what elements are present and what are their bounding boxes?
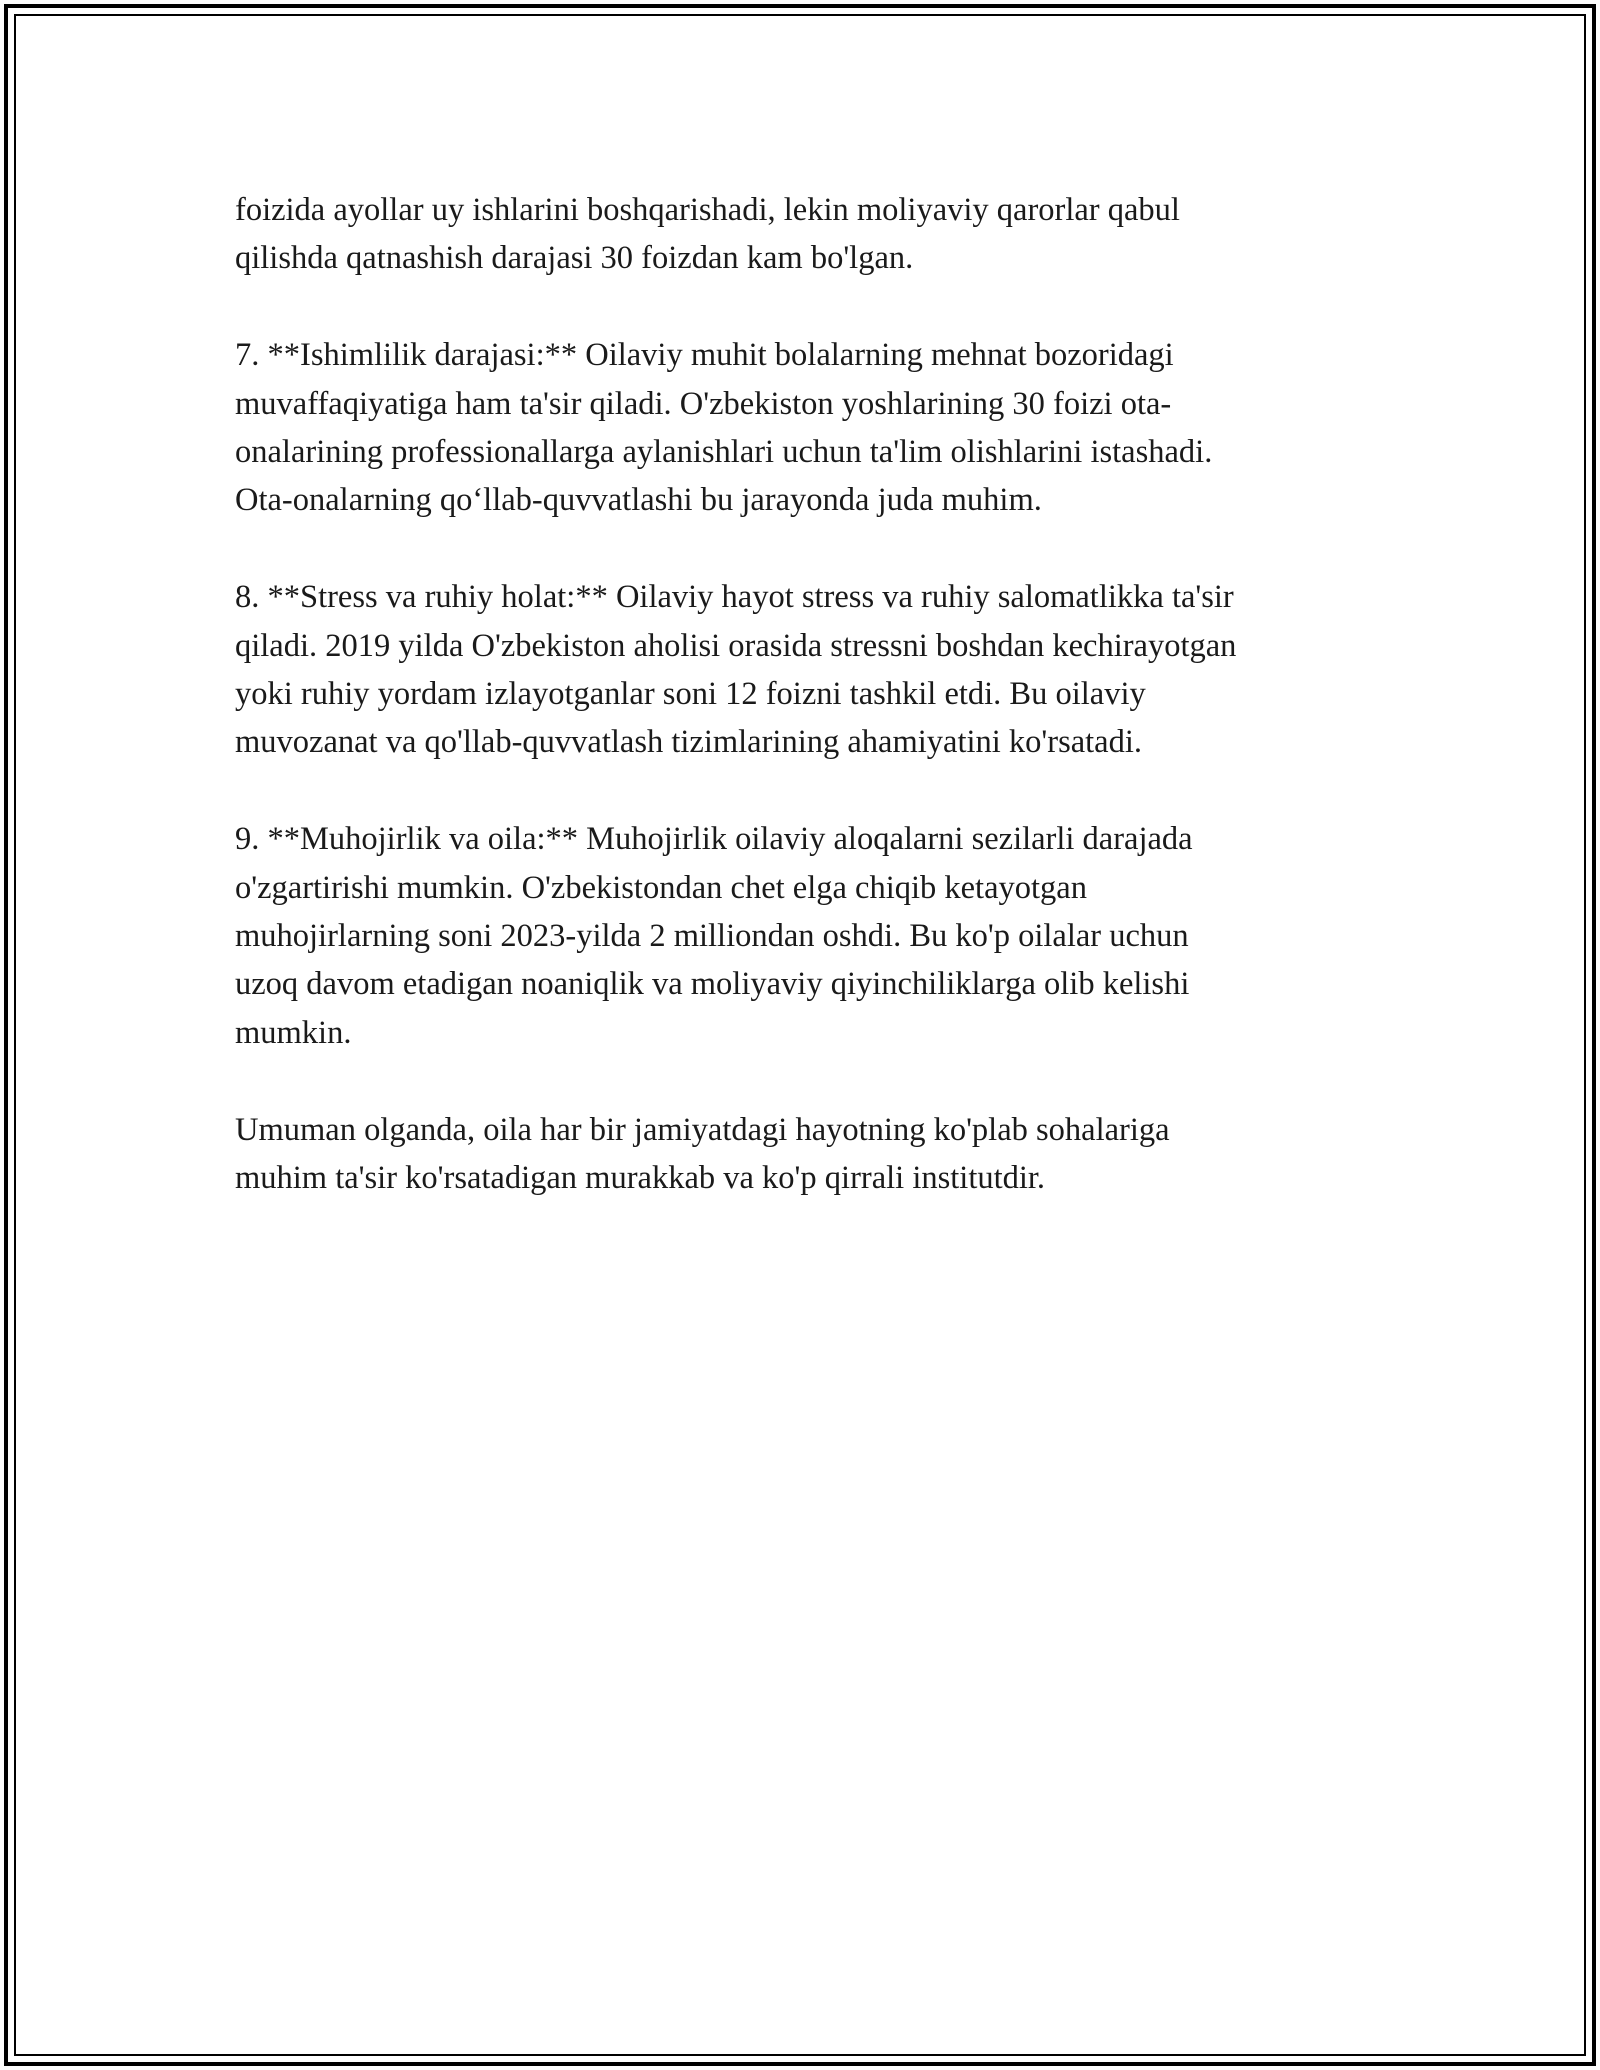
text-line: muvozanat va qo'llab-quvvatlash tizimlarining ahamiyatini ko'rsatadi. — [235, 724, 1143, 761]
text-line: onalarining professionallarga aylanishlari uchun ta'lim olishlarini istashadi. — [235, 434, 1213, 471]
text-line: 7. **Ishimlilik darajasi:** Oilaviy muhit bolalarning mehnat bozoridagi — [235, 337, 1174, 374]
paragraph-item-9 — [235, 815, 1395, 1057]
text-line: Ota-onalarning qo‘llab-quvvatlashi bu jarayonda juda muhim. — [235, 482, 1042, 519]
text-line: muhojirlarning soni 2023-yilda 2 milliondan oshdi. Bu ko'p oilalar uchun — [235, 918, 1189, 955]
text-line: foizida ayollar uy ishlarini boshqarishadi, lekin moliyaviy qarorlar qabul — [235, 192, 1180, 228]
text-line: o'zgartirishi mumkin. O'zbekistondan chet elga chiqib ketayotgan — [235, 869, 1087, 906]
text-line: qiladi. 2019 yilda O'zbekiston aholisi orasida stressni boshdan kechirayotgan — [235, 627, 1237, 664]
paragraph-conclusion — [235, 1106, 1395, 1203]
text-line: 9. **Muhojirlik va oila:** Muhojirlik oilaviy aloqalarni sezilarli darajada — [235, 821, 1193, 858]
text-line: muhim ta'sir ko'rsatadigan murakkab va ko'p qirrali institutdir. — [235, 1160, 1046, 1197]
text-line: qilishda qatnashish darajasi 30 foizdan kam bo'lgan. — [235, 240, 914, 277]
text-line: Umuman olganda, oila har bir jamiyatdagi hayotning ko'plab sohalariga — [235, 1111, 1170, 1148]
paragraph-item-8 — [235, 573, 1395, 767]
paragraph-intro-continuation — [235, 186, 1395, 283]
text-line: yoki ruhiy yordam izlayotganlar soni 12 foizni tashkil etdi. Bu oilaviy — [235, 676, 1146, 713]
paragraph-item-7 — [235, 331, 1395, 525]
text-line: mumkin. — [235, 1014, 352, 1051]
document-body — [235, 186, 1395, 1202]
text-line: 8. **Stress va ruhiy holat:** Oilaviy hayot stress va ruhiy salomatlikka ta'sir — [235, 579, 1234, 616]
text-line: uzoq davom etadigan noaniqlik va moliyaviy qiyinchiliklarga olib kelishi — [235, 966, 1190, 1003]
text-line: muvaffaqiyatiga ham ta'sir qiladi. O'zbekiston yoshlarining 30 foizi ota- — [235, 385, 1172, 422]
